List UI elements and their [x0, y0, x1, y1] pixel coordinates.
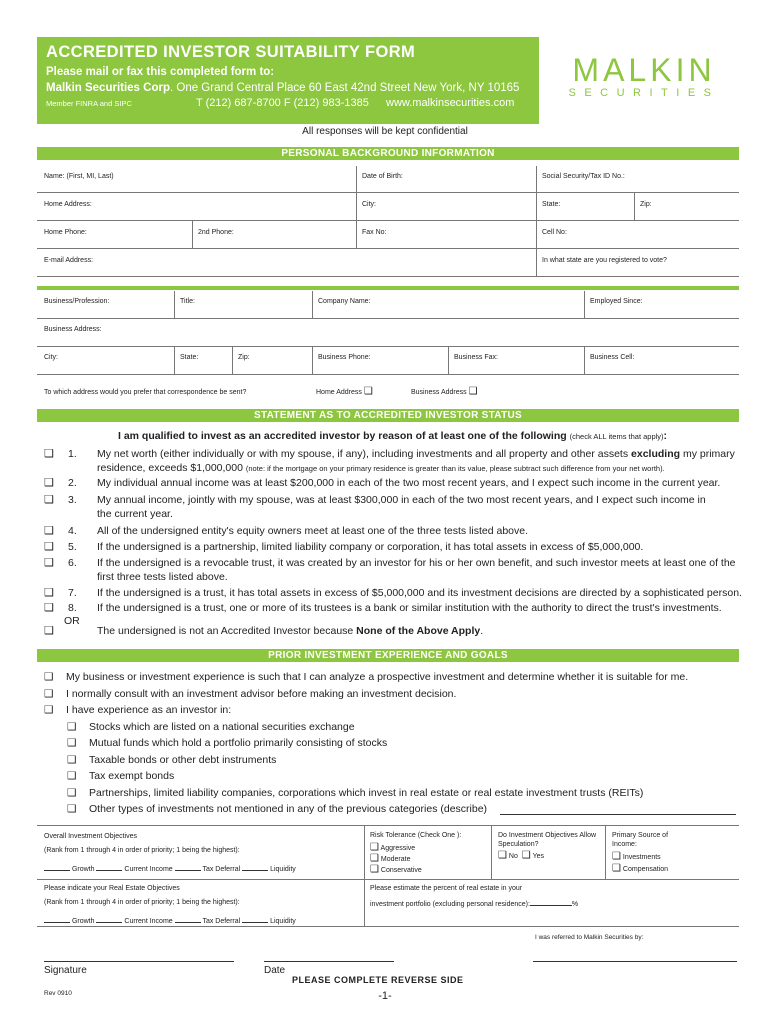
col-divider: [364, 825, 365, 926]
real-estate-percent-question: Please estimate the percent of real estate in your: [370, 885, 523, 892]
checkbox-icon[interactable]: ❑: [67, 787, 77, 799]
accredited-item-6: [44, 556, 744, 584]
row-divider: [37, 318, 739, 319]
item-text: All of the undersigned entity's equity owners meet at least one of the three tests listed above.: [97, 525, 529, 537]
street-address: . One Grand Central Place 60 East 42nd Street New York, NY 10165: [169, 82, 520, 94]
experience-text: I have experience as an investor in:: [66, 704, 232, 716]
col-divider: [491, 825, 492, 879]
qualification-note: (check ALL items that apply): [569, 432, 664, 441]
aggressive-label: Aggressive: [380, 845, 416, 852]
checkbox-icon[interactable]: ❑: [44, 587, 54, 599]
real-estate-rank-instructions: (Rank from 1 through 4 in order of priority; 1 being the highest):: [44, 899, 240, 906]
item-number: 3.: [68, 494, 77, 506]
col-divider: [634, 193, 635, 220]
company-address: [46, 82, 530, 94]
item-text: If the undersigned is a revocable trust, it was created by an investor for his or her own benefit, and such investor meets at least one of the first three tests listed above.: [97, 557, 736, 583]
growth-label: Growth: [71, 866, 95, 873]
date-line[interactable]: [264, 961, 394, 962]
none-end: .: [480, 625, 484, 637]
real-estate-percent-row[interactable]: [370, 897, 730, 909]
percent-sign: %: [571, 901, 579, 908]
checkbox-icon[interactable]: ❑: [67, 770, 77, 782]
col-divider: [232, 347, 233, 374]
tax-rank-blank[interactable]: [175, 862, 201, 871]
company-name-field[interactable]: Company Name:: [318, 298, 371, 305]
item-number: 6.: [68, 557, 77, 569]
not-accredited-item: [44, 624, 744, 638]
re-liquidity-blank[interactable]: [242, 914, 268, 923]
qualification-text: I am qualified to invest as an accredited investor by reason of at least one of the following: [118, 430, 570, 442]
experience-sub-text: Tax exempt bonds: [89, 770, 175, 782]
title-field[interactable]: Title:: [180, 298, 195, 305]
item-number: 7.: [68, 587, 77, 599]
accredited-heading: STATEMENT AS TO ACCREDITED INVESTOR STATUS: [37, 409, 739, 422]
risk-moderate-option[interactable]: [370, 854, 488, 864]
checkbox-icon[interactable]: ❑: [67, 754, 77, 766]
page-number: -1-: [378, 990, 392, 1002]
item-note: (note: if the mortgage on your primary residence is greater than its value, please subtract such difference from your net worth).: [245, 464, 665, 473]
mail-instructions: Please mail or fax this completed form to:: [46, 66, 275, 78]
experience-text: My business or investment experience is such that I can analyze a prospective investment and determine whether it is suitable for me.: [66, 671, 689, 683]
row-divider: [37, 374, 739, 375]
conservative-label: Conservative: [380, 867, 422, 874]
re-income-blank[interactable]: [96, 914, 122, 923]
item-number: 5.: [68, 541, 77, 553]
employed-since-field[interactable]: Employed Since:: [590, 298, 643, 305]
home-address-label: Home Address: [316, 389, 362, 396]
compensation-label: Compensation: [622, 866, 669, 873]
item-text-a: My net worth (either individually or with my spouse, if any), including investments and all property and other assets: [97, 448, 632, 460]
item-text-bold: excluding: [631, 448, 681, 460]
col-divider: [312, 347, 313, 374]
row-divider: [37, 346, 739, 347]
or-label: OR: [64, 615, 80, 627]
col-divider: [192, 221, 193, 248]
date-label: Date: [264, 965, 286, 976]
item-number: 1.: [68, 448, 77, 460]
accredited-item-5: [44, 540, 744, 554]
qualification-statement: [118, 430, 667, 442]
accredited-item-7: [44, 586, 744, 600]
rank-instructions: (Rank from 1 through 4 in order of priority; 1 being the highest):: [44, 847, 240, 854]
name-field[interactable]: Name: (First, MI, Last): [44, 173, 114, 180]
checkbox-icon[interactable]: ❑: [370, 864, 379, 875]
experience-item: [44, 670, 744, 684]
re-current-income-label: Current Income: [124, 918, 173, 925]
experience-sub-item: [67, 736, 737, 750]
email-field[interactable]: E-mail Address:: [44, 257, 94, 264]
experience-sub-item: [67, 753, 737, 767]
col-divider: [448, 347, 449, 374]
prior-experience-heading: PRIOR INVESTMENT EXPERIENCE AND GOALS: [37, 649, 739, 662]
liquidity-rank-blank[interactable]: [242, 862, 268, 871]
malkin-logo: [558, 52, 730, 99]
business-fax-field[interactable]: Business Fax:: [454, 354, 498, 361]
form-header: [37, 37, 539, 124]
dob-field[interactable]: Date of Birth:: [362, 173, 403, 180]
logo-sub: SECURITIES: [568, 87, 720, 99]
tax-deferral-label: Tax Deferral: [202, 866, 241, 873]
growth-rank-blank[interactable]: [44, 862, 70, 871]
risk-tolerance-label: Risk Tolerance (Check One ):: [370, 832, 462, 839]
percent-blank[interactable]: [530, 897, 572, 906]
row-divider: [37, 825, 739, 826]
home-phone-field[interactable]: Home Phone:: [44, 229, 87, 236]
confidential-note: All responses will be kept confidential: [302, 126, 468, 137]
business-address-field[interactable]: Business Address:: [44, 326, 102, 333]
home-address-field[interactable]: Home Address:: [44, 201, 92, 208]
website-link[interactable]: www.malkinsecurities.com: [386, 97, 515, 109]
checkbox-icon[interactable]: ❑: [67, 721, 77, 733]
real-estate-rank-row[interactable]: [44, 914, 364, 926]
business-address-label: Business Address: [411, 389, 467, 396]
source-compensation-option[interactable]: [612, 864, 732, 874]
checkbox-icon[interactable]: ❑: [363, 386, 373, 397]
checkbox-icon[interactable]: ❑: [612, 863, 621, 874]
checkbox-icon[interactable]: ❑: [370, 842, 379, 853]
accredited-item-1: [44, 447, 744, 475]
qualification-end: :: [663, 430, 668, 442]
checkbox-icon[interactable]: ❑: [44, 688, 54, 700]
experience-sub-item: [67, 769, 737, 783]
checkbox-icon[interactable]: ❑: [44, 671, 54, 683]
business-phone-field[interactable]: Business Phone:: [318, 354, 371, 361]
col-divider: [174, 291, 175, 318]
experience-sub-item: [67, 786, 737, 800]
no-label: No: [508, 853, 518, 860]
re-tax-blank[interactable]: [175, 914, 201, 923]
checkbox-icon[interactable]: ❑: [44, 477, 54, 489]
business-address-option[interactable]: [411, 387, 511, 397]
item-text: If the undersigned is a trust, one or more of its trustees is a bank or similar institution with the authority to direct the trust's investments.: [97, 602, 722, 614]
contact-row: [46, 97, 530, 109]
item-number: 8.: [68, 602, 77, 614]
col-divider: [536, 166, 537, 276]
phone-fax: T (212) 687-8700 F (212) 983-1385: [196, 97, 369, 109]
source-investments-option[interactable]: [612, 852, 732, 862]
signature-line[interactable]: [44, 961, 234, 962]
speculation-question: Do Investment Objectives Allow Speculation?: [498, 832, 597, 848]
col-divider: [312, 291, 313, 318]
re-liquidity-label: Liquidity: [270, 918, 296, 925]
item-text: If the undersigned is a partnership, limited liability company or corporation, it has total assets in excess of $5,000,000.: [97, 541, 644, 553]
checkbox-icon[interactable]: ❑: [67, 737, 77, 749]
liquidity-label: Liquidity: [270, 866, 296, 873]
col-divider: [356, 166, 357, 248]
experience-item: [44, 687, 744, 701]
checkbox-icon[interactable]: ❑: [44, 625, 54, 637]
objectives-rank-row[interactable]: [44, 862, 364, 874]
risk-conservative-option[interactable]: [370, 865, 488, 875]
checkbox-icon[interactable]: ❑: [521, 850, 531, 861]
section-divider: [37, 286, 739, 290]
col-divider: [605, 825, 606, 879]
item-number: 2.: [68, 477, 77, 489]
reverse-side-note: PLEASE COMPLETE REVERSE SIDE: [292, 975, 464, 985]
income-rank-blank[interactable]: [96, 862, 122, 871]
yes-label: Yes: [532, 853, 544, 860]
none-text: The undersigned is not an Accredited Investor because: [97, 625, 357, 637]
checkbox-icon[interactable]: ❑: [498, 850, 507, 861]
accredited-item-8: [44, 601, 744, 615]
business-cell-field[interactable]: Business Cell:: [590, 354, 635, 361]
vote-state-field[interactable]: In what state are you registered to vote?: [542, 257, 667, 264]
risk-aggressive-option[interactable]: [370, 843, 488, 853]
col-divider: [584, 291, 585, 318]
current-income-label: Current Income: [124, 866, 173, 873]
state-field[interactable]: State:: [542, 201, 561, 208]
experience-item: [44, 703, 744, 717]
real-estate-percent-label: investment portfolio (excluding personal residence):: [370, 901, 530, 908]
checkbox-icon[interactable]: ❑: [67, 803, 77, 815]
business-profession-field[interactable]: Business/Profession:: [44, 298, 110, 305]
checkbox-icon[interactable]: ❑: [370, 853, 379, 864]
checkbox-icon[interactable]: ❑: [44, 448, 54, 460]
col-divider: [584, 347, 585, 374]
checkbox-icon[interactable]: ❑: [44, 525, 54, 537]
item-text: My individual annual income was at least $200,000 in each of the two most recent years, and I expect such income in the current year.: [97, 477, 721, 489]
logo-main: MALKIN: [572, 52, 716, 88]
row-divider: [37, 220, 739, 221]
ssn-field[interactable]: Social Security/Tax ID No.:: [542, 173, 625, 180]
referral-line[interactable]: [533, 961, 737, 962]
none-bold: None of the Above Apply: [356, 625, 481, 637]
describe-line[interactable]: [500, 814, 736, 815]
business-state-field[interactable]: State:: [180, 354, 199, 361]
item-text-b: my primary residence, exceeds $1,000,000: [97, 448, 735, 474]
personal-heading: PERSONAL BACKGROUND INFORMATION: [37, 147, 739, 160]
cell-field[interactable]: Cell No:: [542, 229, 567, 236]
business-zip-field[interactable]: Zip:: [238, 354, 250, 361]
member-note: Member FINRA and SIPC: [46, 99, 132, 108]
row-divider: [37, 879, 739, 880]
item-text: If the undersigned is a trust, it has total assets in excess of $5,000,000 and its investment decisions are directed by a sophisticated person.: [97, 587, 742, 599]
investments-label: Investments: [622, 854, 661, 861]
signature-label: Signature: [44, 965, 87, 976]
experience-sub-text: Other types of investments not mentioned in any of the previous categories (describe): [89, 803, 488, 815]
row-divider: [37, 276, 739, 277]
experience-sub-item: [67, 720, 737, 734]
re-growth-label: Growth: [71, 918, 95, 925]
checkbox-icon[interactable]: ❑: [44, 602, 54, 614]
business-city-field[interactable]: City:: [44, 354, 58, 361]
item-number: 4.: [68, 525, 77, 537]
row-divider: [37, 926, 739, 927]
overall-objectives-label: Overall Investment Objectives: [44, 833, 137, 840]
item-text: [97, 447, 747, 476]
fax-field[interactable]: Fax No:: [362, 229, 387, 236]
company-name: Malkin Securities Corp: [46, 82, 170, 94]
re-growth-blank[interactable]: [44, 914, 70, 923]
correspondence-question: To which address would you prefer that correspondence be sent?: [44, 389, 247, 396]
checkbox-icon[interactable]: ❑: [44, 541, 54, 553]
experience-text: I normally consult with an investment advisor before making an investment decision.: [66, 688, 457, 700]
item-text: [97, 624, 747, 638]
second-phone-field[interactable]: 2nd Phone:: [198, 229, 234, 236]
checkbox-icon[interactable]: ❑: [612, 851, 621, 862]
referral-label: I was referred to Malkin Securities by:: [535, 934, 644, 941]
re-tax-deferral-label: Tax Deferral: [202, 918, 241, 925]
experience-sub-text: Mutual funds which hold a portfolio primarily consisting of stocks: [89, 737, 388, 749]
accredited-item-2: [44, 476, 744, 490]
item-text: My annual income, jointly with my spouse, was at least $300,000 in each of the two most recent years, and I expect such income in the current year.: [97, 494, 706, 520]
moderate-label: Moderate: [380, 856, 411, 863]
accredited-item-3: [44, 493, 744, 521]
accredited-item-4: [44, 524, 744, 538]
home-address-option[interactable]: [316, 387, 406, 397]
experience-sub-text: Taxable bonds or other debt instruments: [89, 754, 277, 766]
checkbox-icon[interactable]: ❑: [468, 386, 478, 397]
checkbox-icon[interactable]: ❑: [44, 494, 54, 506]
form-title: ACCREDITED INVESTOR SUITABILITY FORM: [46, 43, 416, 61]
col-divider: [174, 347, 175, 374]
income-source-label: Primary Source of Income:: [612, 832, 669, 848]
checkbox-icon[interactable]: ❑: [44, 557, 54, 569]
checkbox-icon[interactable]: ❑: [44, 704, 54, 716]
city-field[interactable]: City:: [362, 201, 376, 208]
row-divider: [37, 248, 739, 249]
speculation-options[interactable]: [498, 851, 600, 861]
experience-sub-text: Partnerships, limited liability companies, corporations which invest in real estate or real estate investment trusts (REITs): [89, 787, 644, 799]
revision-label: Rev 0910: [44, 990, 72, 997]
zip-field[interactable]: Zip:: [640, 201, 652, 208]
experience-sub-text: Stocks which are listed on a national securities exchange: [89, 721, 355, 733]
real-estate-objectives-label: Please indicate your Real Estate Objectives: [44, 885, 180, 892]
